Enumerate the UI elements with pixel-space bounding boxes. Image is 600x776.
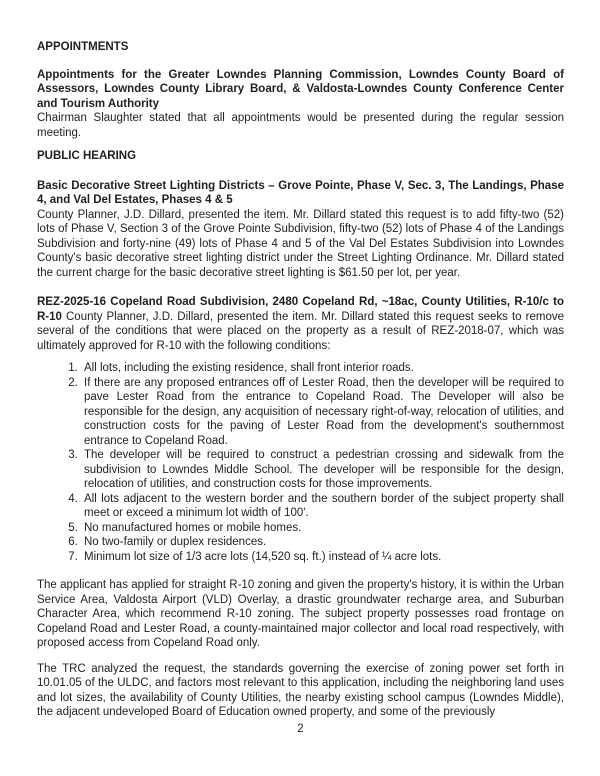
rez-applicant-analysis: The applicant has applied for straight R-10 zoning and given the property's history, it is within the Urban Service Area, Valdosta Airport (VLD) Overlay, a drastic groundwater recharge area, and Suburban Character Area, which recommend R-10 zoning. The subject property possesses road frontage on Copeland Road and Lester Road, a county-maintained major collector and local road respectively, with proposed access from Copeland Road only. bbox=[37, 579, 564, 649]
appointments-heading: APPOINTMENTS bbox=[37, 41, 129, 53]
public-hearing-heading: PUBLIC HEARING bbox=[37, 150, 137, 162]
rez-condition-item: 4. All lots adjacent to the western border and the southern border of the subject property shall meet or exceed a minimum lot width of 100'. bbox=[81, 492, 564, 521]
street-lighting-title: Basic Decorative Street Lighting Districts – Grove Pointe, Phase V, Sec. 3, The Landings, Phase 4, and Val Del Estates, Phases 4 & 5 bbox=[37, 179, 564, 206]
rez-conditions-list bbox=[37, 361, 564, 564]
rez-condition-item: 3. The developer will be required to construct a pedestrian crossing and sidewalk from the subdivision to Lowndes Middle School. The developer will be responsible for the design, relocation of utilities, and construction costs for those improvements. bbox=[81, 448, 564, 492]
rez-condition-item: 5. No manufactured homes or mobile homes. bbox=[81, 521, 564, 536]
rez-condition-item: 6. No two-family or duplex residences. bbox=[81, 535, 564, 550]
appointments-body: Chairman Slaughter stated that all appointments would be presented during the regular session meeting. bbox=[37, 112, 564, 139]
page-number: 2 bbox=[297, 722, 304, 735]
street-lighting-body: County Planner, J.D. Dillard, presented the item. Mr. Dillard stated this request is to add fifty-two (52) lots of Phase V, Section 3 of the Grove Pointe Subdivision, fifty-two (52) lots of Phase 4 of the Landings Subdivision and forty-nine (49) lots of Phase 4 and 5 of the Val Del Estates Subdivision into Lowndes County's basic decorative street lighting district under the Street Lighting Ordinance. Mr. Dillard stated the current charge for the basic decorative street lighting is $61.50 per lot, per year. bbox=[37, 208, 564, 279]
rez-case-title: REZ-2025-16 Copeland Road Subdivision, 2480 Copeland Rd, ~18ac, County Utilities, R-10/c to R-10 bbox=[37, 296, 564, 323]
rez-intro-text: County Planner, J.D. Dillard, presented the item. Mr. Dillard stated this request seeks to remove several of the conditions that were placed on the property as a result of REZ-2018-07, which was ultimately approved for R-10 with the following conditions: bbox=[37, 310, 564, 352]
rez-trc-analysis: The TRC analyzed the request, the standards governing the exercise of zoning power set forth in 10.01.05 of the ULDC, and factors most relevant to this application, including the neighboring land uses and lot sizes, the availability of County Utilities, the nearby existing school campus (Lowndes Middle), the adjacent undeveloped Board of Education owned property, and some of the previously bbox=[37, 662, 564, 718]
rez-paragraph bbox=[37, 295, 564, 353]
rez-condition-item: 7. Minimum lot size of 1/3 acre lots (14,520 sq. ft.) instead of ¼ acre lots. bbox=[81, 550, 564, 565]
appointments-title: Appointments for the Greater Lowndes Planning Commission, Lowndes County Board of Assessors, Lowndes County Library Board, & Valdosta-Lowndes County Conference Center and Tourism Authority bbox=[37, 68, 564, 110]
rez-condition-item: 1. All lots, including the existing residence, shall front interior roads. bbox=[81, 361, 564, 376]
rez-condition-item: 2. If there are any proposed entrances off of Lester Road, then the developer will be required to pave Lester Road from the entrance to Copeland Road. The Developer will also be responsible for the design, any acquisition of necessary right-of-way, relocation of utilities, and construction costs for the paving of Lester Road from the development's southernmost entrance to Copeland Road. bbox=[81, 376, 564, 449]
